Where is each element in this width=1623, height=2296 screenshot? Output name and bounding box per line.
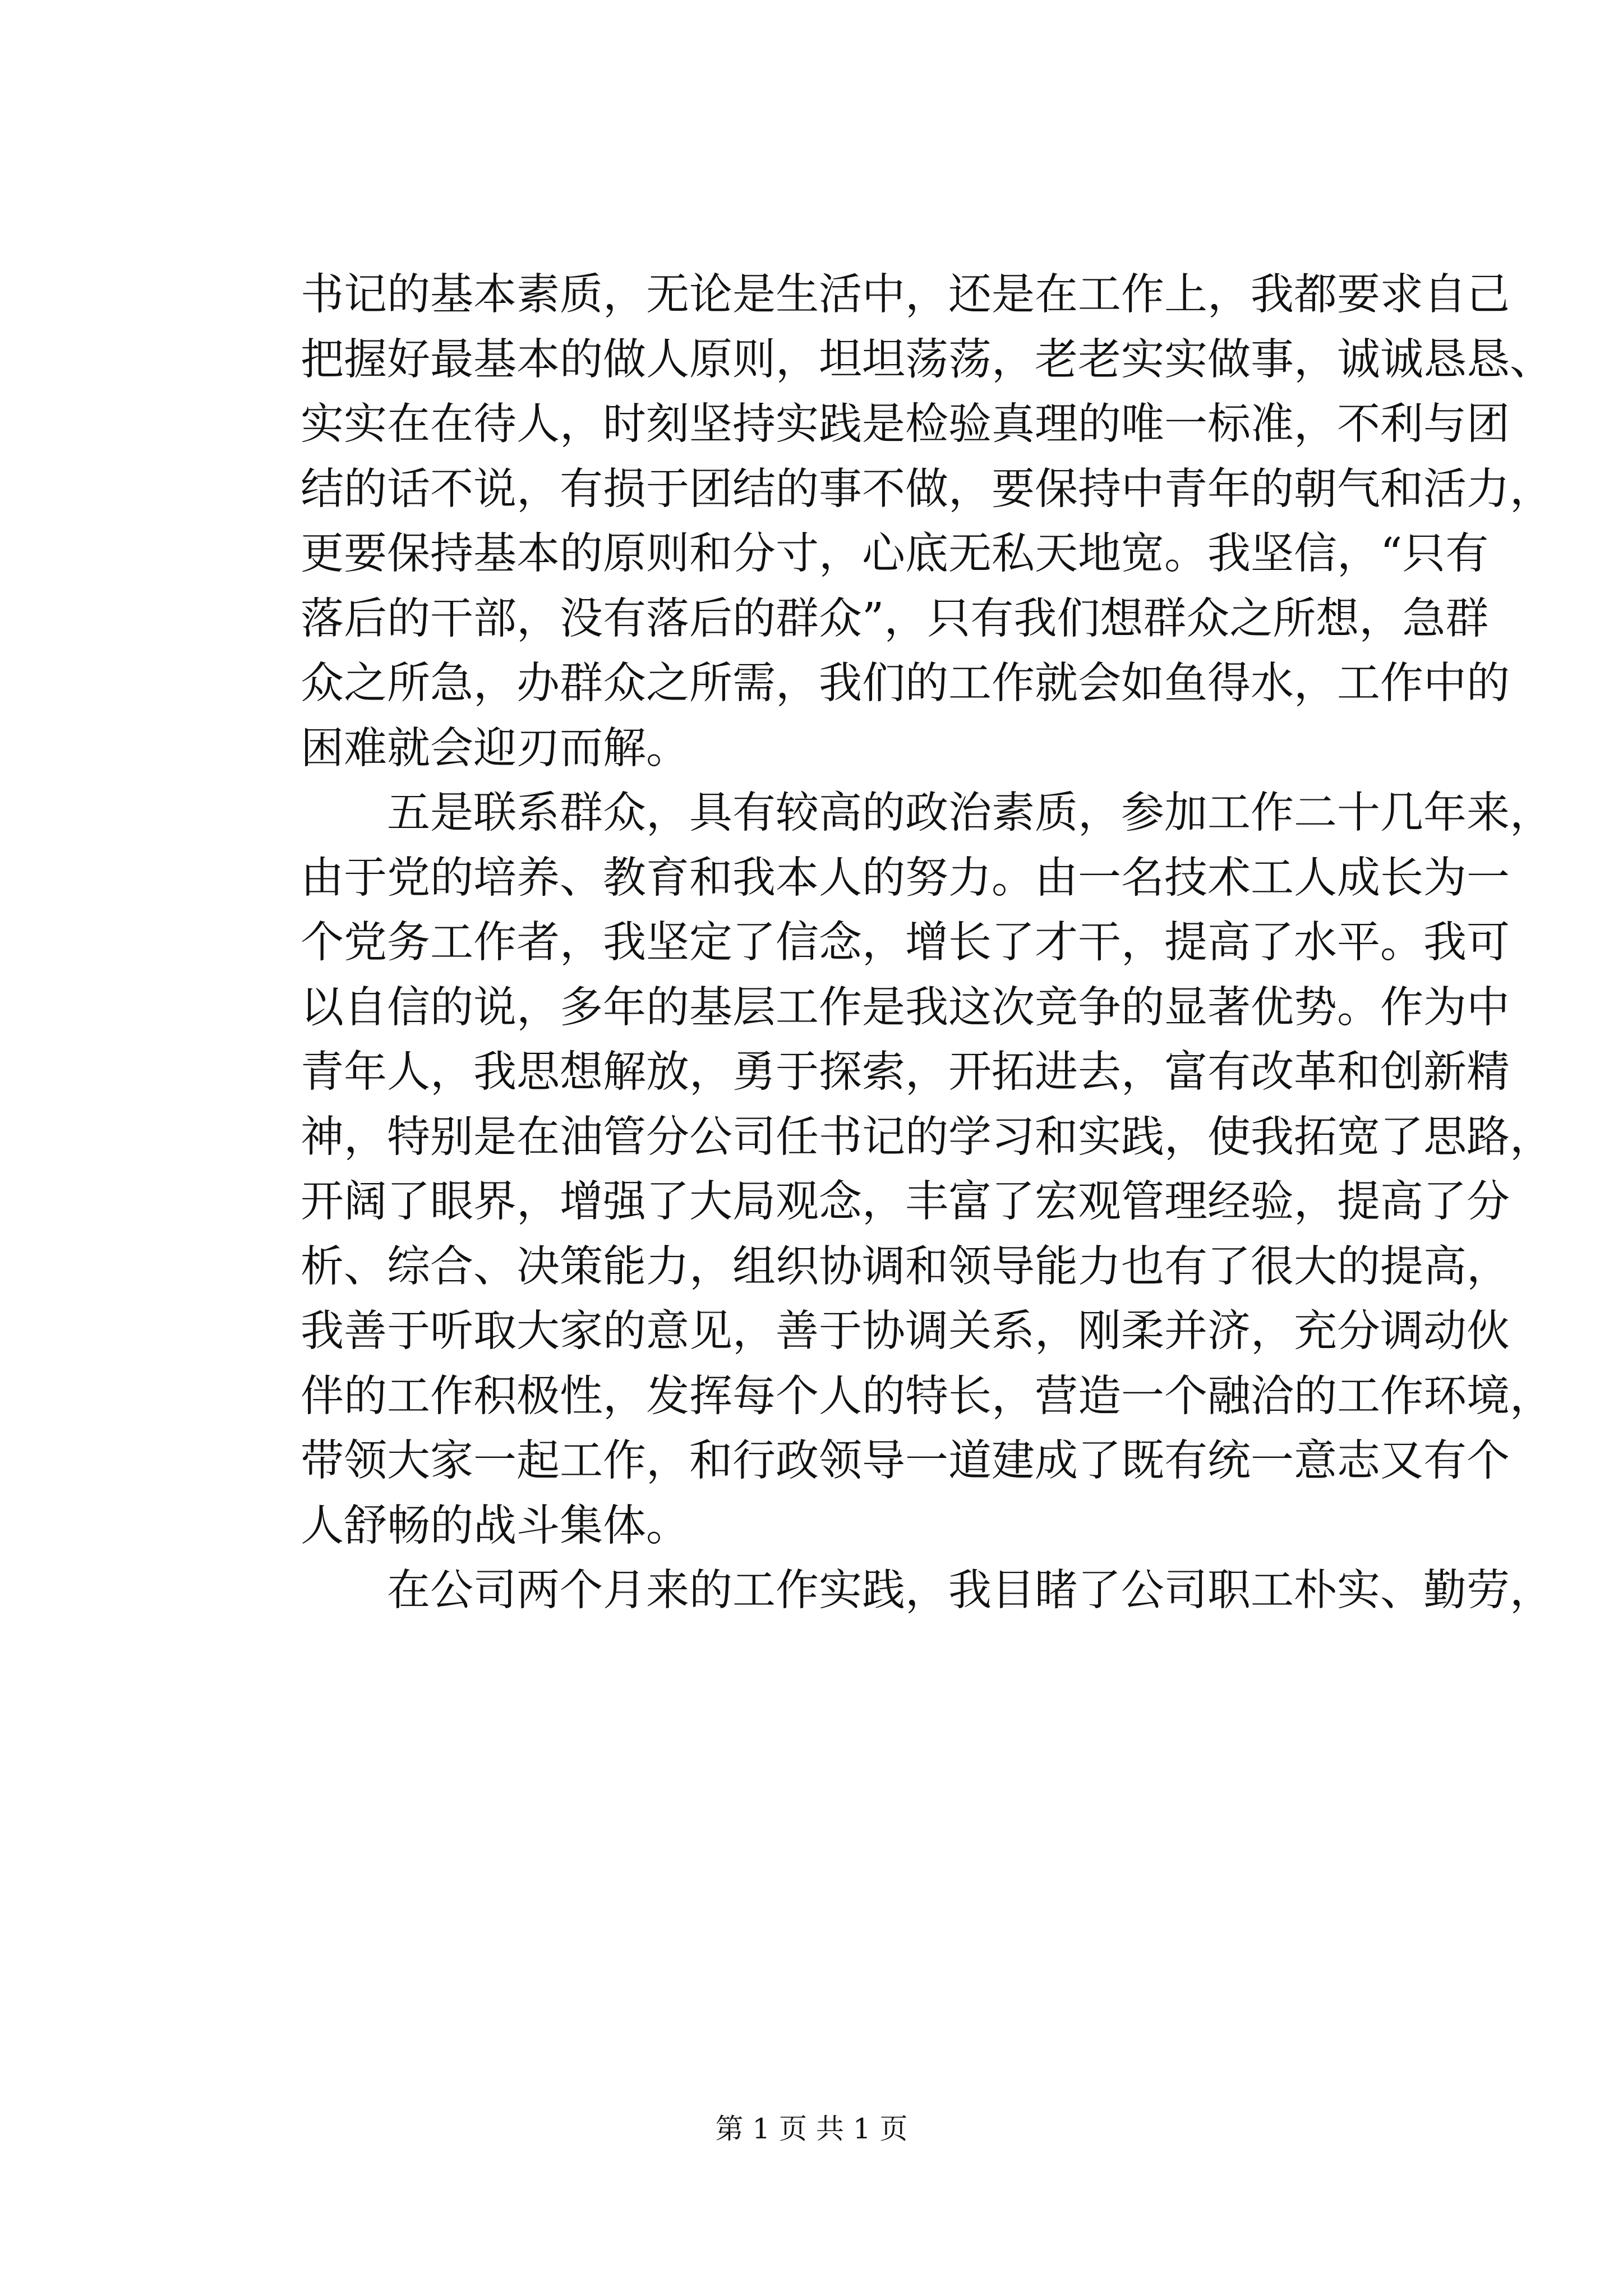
text-line: 青年人，我思想解放，勇于探索，开拓进去，富有改革和创新精	[301, 1047, 1510, 1097]
text-line: 实实在在待人，时刻坚持实践是检验真理的唯一标准，不利与团	[301, 399, 1510, 449]
paragraph-start-line: 在公司两个月来的工作实践，我目睹了公司职工朴实、勤劳，	[387, 1566, 1553, 1616]
text-line: 神，特别是在油管分公司任书记的学习和实践，使我拓宽了思路，	[301, 1112, 1553, 1162]
page-footer: 第 1 页 共 1 页	[715, 2113, 908, 2145]
text-line: 我善于听取大家的意见，善于协调关系，刚柔并济，充分调动伙	[301, 1306, 1510, 1356]
text-line: 更要保持基本的原则和分寸，心底无私天地宽。我坚信，“只有	[301, 529, 1489, 579]
text-line: 落后的干部，没有落后的群众”，只有我们想群众之所想，急群	[301, 593, 1489, 644]
text-line: 伴的工作积极性，发挥每个人的特长，营造一个融洽的工作环境，	[301, 1371, 1553, 1421]
text-line: 困难就会迎刃而解。	[301, 723, 689, 774]
paragraph-start-line: 五是联系群众，具有较高的政治素质，参加工作二十几年来，	[387, 788, 1553, 838]
text-line: 开阔了眼界，增强了大局观念，丰富了宏观管理经验，提高了分	[301, 1177, 1510, 1227]
document-body	[301, 263, 1553, 1623]
text-line: 书记的基本素质，无论是生活中，还是在工作上，我都要求自己	[301, 270, 1510, 320]
text-line: 带领大家一起工作，和行政领导一道建成了既有统一意志又有个	[301, 1436, 1510, 1486]
text-line: 由于党的培养、教育和我本人的努力。由一名技术工人成长为一	[301, 853, 1510, 903]
text-line: 析、综合、决策能力，组织协调和领导能力也有了很大的提高，	[301, 1241, 1510, 1292]
text-line: 个党务工作者，我坚定了信念，增长了才干，提高了水平。我可	[301, 918, 1510, 968]
text-line: 众之所急，办群众之所需，我们的工作就会如鱼得水，工作中的	[301, 659, 1510, 708]
text-line: 结的话不说，有损于团结的事不做，要保持中青年的朝气和活力，	[301, 464, 1553, 514]
text-line: 以自信的说，多年的基层工作是我这次竞争的显著优势。作为中	[301, 982, 1510, 1033]
text-line: 把握好最基本的做人原则，坦坦荡荡，老老实实做事，诚诚恳恳、	[301, 334, 1553, 385]
text-line: 人舒畅的战斗集体。	[301, 1501, 689, 1551]
